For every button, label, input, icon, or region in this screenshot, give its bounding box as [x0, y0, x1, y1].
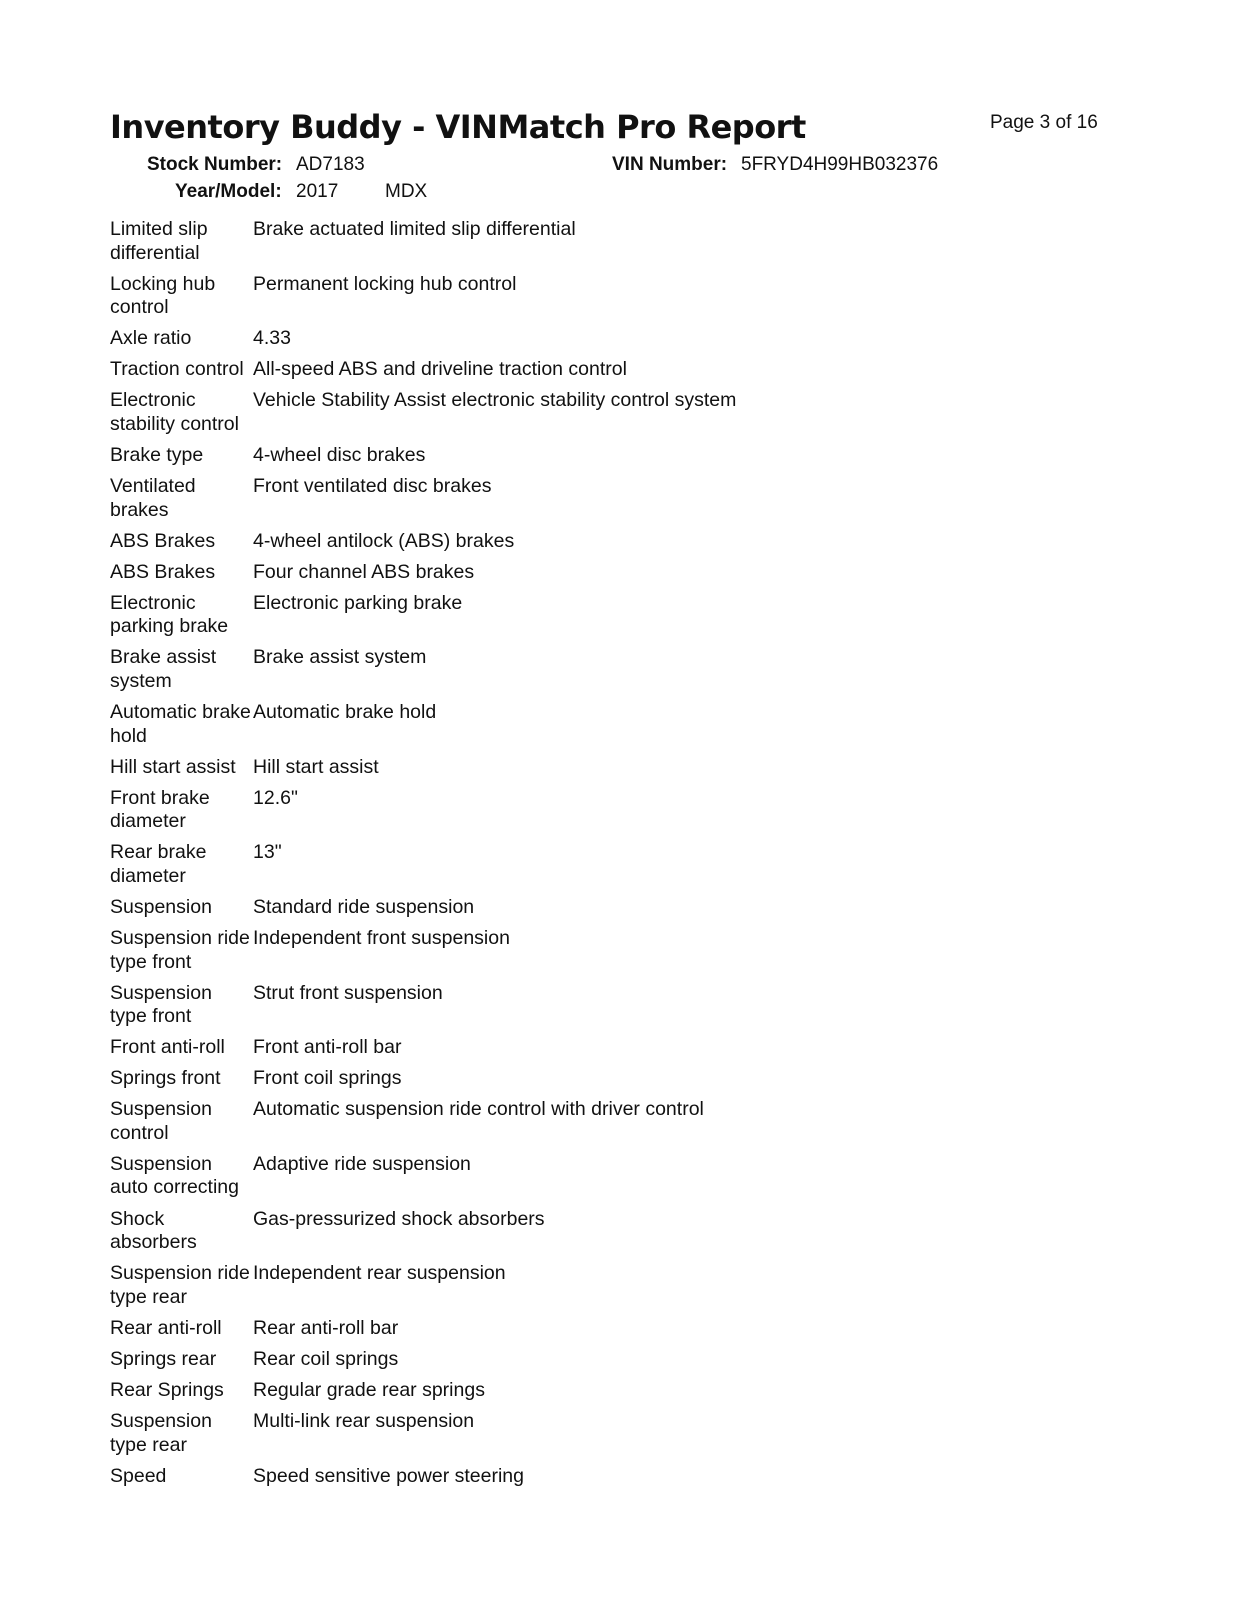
spec-value: Front ventilated disc brakes [253, 475, 492, 498]
spec-row [110, 701, 870, 748]
spec-label: Suspension control [110, 1098, 212, 1144]
spec-row [110, 1153, 870, 1200]
year-model-label: Year/Model: [175, 181, 282, 202]
spec-row [110, 1317, 870, 1341]
spec-label: Suspension ride type front [110, 927, 250, 973]
spec-row [110, 1348, 870, 1372]
spec-value: 4.33 [253, 327, 291, 350]
spec-label: Electronic parking brake [110, 591, 229, 638]
spec-label: Brake type [110, 443, 204, 466]
spec-row [110, 327, 870, 351]
spec-row [110, 530, 870, 554]
spec-label: Speed [110, 1464, 167, 1487]
spec-row [110, 1098, 870, 1145]
spec-value: 4-wheel antilock (ABS) brakes [253, 529, 515, 552]
spec-label: Limited slip differential [110, 218, 208, 264]
spec-row [110, 1262, 870, 1309]
spec-value: Permanent locking hub control [253, 272, 517, 295]
spec-value: Automatic suspension ride control with driver control [253, 1098, 704, 1121]
spec-value: Adaptive ride suspension [253, 1152, 471, 1175]
model-value: MDX [385, 181, 428, 202]
spec-value: Automatic brake hold [253, 701, 437, 724]
spec-value: Brake actuated limited slip differential [253, 218, 576, 240]
spec-label: Brake assist system [110, 646, 217, 692]
spec-row [110, 1379, 870, 1403]
spec-value: All-speed ABS and driveline traction control [253, 358, 627, 381]
spec-label: Electronic stability control [110, 389, 239, 435]
spec-row [110, 475, 870, 522]
spec-row [110, 787, 870, 834]
spec-value: Vehicle Stability Assist electronic stability control system [253, 389, 737, 412]
spec-value: Front anti-roll bar [253, 1036, 402, 1059]
spec-label: Springs front [110, 1067, 221, 1090]
spec-label: Shock absorbers [110, 1207, 197, 1254]
spec-row [110, 982, 870, 1029]
vin-value: 5FRYD4H99HB032376 [741, 154, 939, 175]
spec-value: 12.6" [253, 786, 298, 809]
spec-label: Hill start assist [110, 755, 236, 778]
spec-label: ABS Brakes [110, 560, 216, 583]
spec-label: ABS Brakes [110, 529, 216, 552]
spec-row [110, 273, 870, 320]
spec-label: Rear anti-roll [110, 1316, 222, 1339]
spec-row [110, 358, 870, 382]
spec-label: Rear brake diameter [110, 841, 207, 887]
stock-number-value: AD7183 [296, 154, 365, 175]
spec-value: Strut front suspension [253, 981, 443, 1004]
spec-row [110, 1465, 870, 1489]
spec-list [110, 218, 870, 1496]
spec-row [110, 896, 870, 920]
spec-value: Electronic parking brake [253, 591, 463, 614]
spec-label: Suspension ride type rear [110, 1262, 250, 1308]
spec-value: Gas-pressurized shock absorbers [253, 1207, 545, 1230]
stock-number-label: Stock Number: [147, 154, 283, 175]
spec-row [110, 1410, 870, 1457]
spec-value: Rear anti-roll bar [253, 1316, 399, 1339]
spec-row [110, 444, 870, 468]
spec-label: Suspension auto correcting [110, 1152, 239, 1199]
spec-value: Brake assist system [253, 646, 427, 669]
spec-row [110, 389, 870, 436]
spec-row [110, 756, 870, 780]
spec-label: Rear Springs [110, 1378, 224, 1401]
spec-label: Traction control [110, 358, 244, 381]
vin-label: VIN Number: [612, 154, 728, 175]
spec-value: Rear coil springs [253, 1347, 399, 1370]
spec-value: Independent rear suspension [253, 1262, 506, 1285]
year-value: 2017 [296, 181, 339, 202]
spec-value: 4-wheel disc brakes [253, 443, 426, 466]
spec-row [110, 1208, 870, 1255]
spec-value: Speed sensitive power steering [253, 1464, 524, 1487]
spec-row [110, 592, 870, 639]
spec-row [110, 841, 870, 888]
spec-value: Independent front suspension [253, 927, 510, 949]
spec-label: Suspension [110, 895, 212, 918]
spec-label: Front anti-roll [110, 1036, 225, 1059]
spec-label: Front brake diameter [110, 786, 210, 833]
report-title: Inventory Buddy - VINMatch Pro Report [110, 108, 806, 146]
spec-label: Locking hub control [110, 272, 216, 319]
spec-row [110, 1067, 870, 1091]
spec-value: Hill start assist [253, 755, 379, 778]
spec-row [110, 646, 870, 693]
page-indicator: Page 3 of 16 [990, 112, 1098, 133]
spec-value: Standard ride suspension [253, 895, 475, 918]
spec-value: 13" [253, 841, 282, 864]
spec-row [110, 1036, 870, 1060]
spec-label: Suspension type rear [110, 1410, 212, 1456]
spec-row [110, 561, 870, 585]
spec-value: Multi-link rear suspension [253, 1410, 475, 1433]
spec-label: Axle ratio [110, 327, 192, 350]
spec-value: Regular grade rear springs [253, 1378, 485, 1401]
spec-row [110, 927, 870, 974]
spec-value: Four channel ABS brakes [253, 560, 475, 583]
spec-label: Springs rear [110, 1347, 217, 1370]
spec-value: Front coil springs [253, 1067, 402, 1090]
spec-label: Automatic brake hold [110, 701, 251, 747]
spec-label: Ventilated brakes [110, 475, 196, 521]
spec-row [110, 218, 870, 265]
spec-label: Suspension type front [110, 981, 212, 1028]
